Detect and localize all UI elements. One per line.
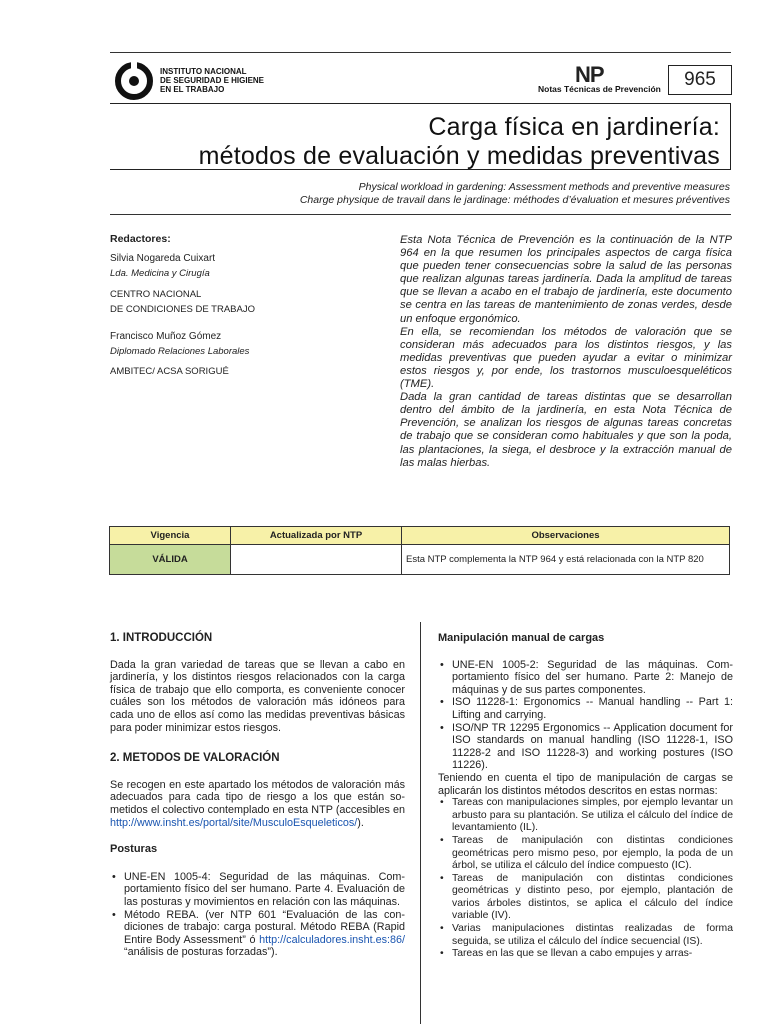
- list-item: • Varias manipulaciones distintas realizadas de forma seguida, se utiliza el cálculo del índice secuencial (IS).: [438, 923, 733, 948]
- author-center-line-2: DE CONDICIONES DE TRABAJO: [110, 304, 255, 315]
- cell-observaciones: Esta NTP complementa la NTP 964 y está relacionada con la NTP 820: [402, 545, 730, 575]
- page-title: [120, 113, 720, 171]
- author-degree-2: Diplomado Relaciones Laborales: [110, 346, 250, 357]
- list-item: • ISO 11228-1: Ergonomics -- Manual handling -- Part 1: Lifting and carrying.: [438, 696, 733, 721]
- header-actualizada: Actualizada por NTP: [231, 527, 402, 545]
- subheading-manipulacion: Manipulación manual de cargas: [438, 632, 605, 644]
- list-item: • UNE-EN 1005-2: Seguridad de las máquinas. Comportamiento físico del ser humano. Parte 2: Manejo de máquinas y de sus partes componentes.: [438, 659, 733, 697]
- metodos-text-post: ).: [357, 816, 364, 829]
- section-heading-metodos: 2. METODOS DE VALORACIÓN: [110, 752, 280, 765]
- institute-line-1: INSTITUTO NACIONAL: [160, 67, 247, 76]
- metodos-paragraph: [110, 779, 405, 829]
- institute-line-2: DE SEGURIDAD E HIGIENE: [160, 76, 265, 85]
- abstract-paragraph-3: Dada la gran cantidad de tareas distintas que se desarrollan dentro del ámbito de la jardinería, en esta Nota Técnica de Prevención, se analizan los riesgos de algunas tareas concretas de trabajo que se consideran como habituales y que son la poda, las plantaciones, la siega, el desbroce y la extracción manual de las malas hierbas.: [400, 391, 732, 469]
- title-line-2: métodos de evaluación y medidas preventivas: [198, 142, 720, 170]
- tasks-list: [438, 797, 733, 961]
- metodos-text-pre: Se recogen en este apartado los métodos de valoración más adecuados para cada tipo de riesgo a los que están sometidos el colectivo contemplado en esta NTP (accesibles en: [110, 778, 405, 816]
- insht-logo: [114, 61, 154, 101]
- header-observaciones: Observaciones: [402, 527, 730, 545]
- musculo-link[interactable]: http://www.insht.es/portal/site/MusculoEsqueleticos/: [110, 816, 358, 829]
- author-name-1: Silvia Nogareda Cuixart: [110, 253, 216, 264]
- column-divider: [420, 622, 421, 1024]
- ntp-logo: NP: [575, 62, 604, 87]
- left-column: [110, 632, 405, 959]
- title-english: Physical workload in gardening: Assessment methods and preventive measures: [358, 181, 730, 193]
- intro-paragraph: Dada la gran variedad de tareas que se llevan a cabo en jardinería, y los distintos riesgos relacionados con la carga física de trabajo que ello comporta, es conveniente conocer cuáles son los métodos de valoración más idóneos para cada uno de ellos así como las medidas preventivas básicas para poder minimizar estos riesgos.: [110, 658, 405, 734]
- institute-name: [160, 67, 264, 94]
- author-org-2: AMBITEC/ ACSA SORIGUÉ: [110, 366, 229, 377]
- cell-actualizada: [231, 545, 402, 575]
- title-french: Charge physique de travail dans le jardinage: méthodes d’évaluation et mesures préventives: [299, 194, 730, 206]
- list-item: • ISO/NP TR 12295 Ergonomics -- Application document for ISO standards on manual handling (ISO 11228-1, ISO 11228-2 and ISO 11228-3) and working postures (ISO 11226).: [438, 722, 733, 772]
- reba-text-pre: Método REBA. (ver NTP 601 “Evaluación de las condiciones de trabajo: carga postural. Método REBA (Rapid Entire Body Assessment” ó: [124, 908, 405, 946]
- calculadores-link[interactable]: http://calculadores.insht.es:86/: [259, 933, 405, 946]
- section-heading-introduccion: 1. INTRODUCCIÓN: [110, 632, 213, 644]
- authors-heading: Redactores:: [110, 233, 171, 245]
- cell-vigencia: VÁLIDA: [110, 545, 231, 575]
- validity-table-header: [110, 527, 730, 545]
- subheading-posturas: Posturas: [110, 843, 158, 856]
- list-item: [110, 909, 405, 959]
- reba-text-post: “análisis de posturas forzadas”).: [124, 946, 278, 959]
- abstract: [400, 234, 732, 470]
- title-line-1: Carga física en jardinería:: [428, 113, 720, 141]
- validity-table-row: [110, 545, 730, 575]
- institute-line-3: EN EL TRABAJO: [160, 85, 225, 94]
- author-degree-1: Lda. Medicina y Cirugía: [110, 268, 210, 279]
- translated-titles: [110, 181, 730, 207]
- list-item: • Tareas con manipulaciones simples, por ejemplo levantar un arbusto para su plantación. Se utiliza el cálculo del índice de levantamiento (IL).: [438, 797, 733, 835]
- author-center-line-1: CENTRO NACIONAL: [110, 289, 202, 300]
- validity-table: [109, 526, 730, 575]
- top-rule: [110, 52, 731, 53]
- ntp-number-box: 965: [668, 65, 732, 95]
- list-item: • Tareas de manipulación con distintas condiciones geométricas y distinto peso, por ejemplo, plantación de varios árboles distintos, se aplica el cálculo del índice variable (IV).: [438, 873, 733, 923]
- list-item: • Tareas de manipulación con distintas condiciones geométricas pero mismo peso, por ejemplo, la poda de un árbol, se utiliza el cálculo del índice compuesto (IC).: [438, 835, 733, 873]
- title-bottom-rule: [110, 214, 731, 215]
- posturas-list: [110, 871, 405, 959]
- authors-block: [110, 233, 380, 378]
- header-vigencia: Vigencia: [110, 527, 231, 545]
- insht-logo-icon: [114, 61, 154, 101]
- norms-list: [438, 659, 733, 772]
- list-item: • UNE-EN 1005-4: Seguridad de las máquinas. Comportamiento físico del ser humano. Parte 4. Evaluación de las posturas y movimientos en relación con las máquinas.: [110, 871, 405, 909]
- abstract-paragraph-1: Esta Nota Técnica de Prevención es la continuación de la NTP 964 en la que resumen los principales aspectos de carga física que pueden tener consecuencias sobre la salud de las personas que realizan algunas tareas jardinería. Dada la amplitud de tareas que se llevan a acabo en el trabajo de jardinería, este documento se centra en las tareas de mantenimiento de zonas verdes, desde un enfoque ergonómico.: [400, 234, 732, 325]
- ntp-series-label: Notas Técnicas de Prevención: [538, 84, 661, 94]
- manipulacion-paragraph: Teniendo en cuenta el tipo de manipulación de cargas se aplicarán los distintos métodos descritos en estas normas:: [438, 771, 733, 797]
- abstract-paragraph-2: En ella, se recomiendan los métodos de valoración que se consideran más adecuados para los distintos riesgos, y las medidas preventivas que pueden ayudar a evitar o minimizar estos riesgos y, por ende, los trastornos musculoesqueléticos (TME).: [400, 325, 732, 391]
- author-name-2: Francisco Muñoz Gómez: [110, 331, 222, 342]
- list-item: • Tareas en las que se llevan a cabo empujes y arras-: [438, 948, 733, 961]
- right-column: [438, 632, 733, 961]
